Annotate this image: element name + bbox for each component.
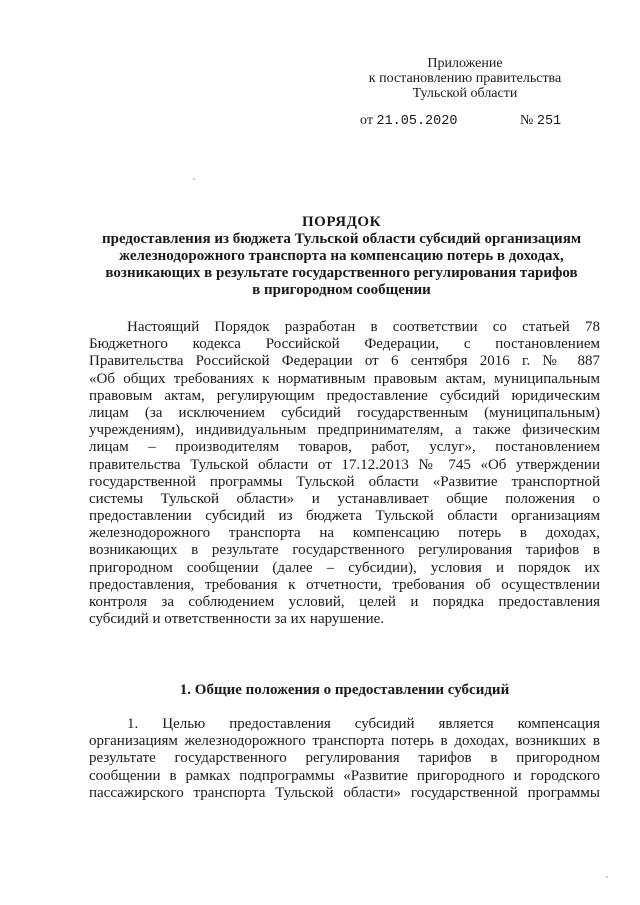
- intro-line: лицам (за исключением субсидий государственным (муниципальным): [89, 404, 600, 421]
- number-prefix: №: [520, 113, 534, 128]
- paragraph-line: 1. Целью предоставления субсидий является компенсация: [127, 716, 600, 732]
- paragraph-line: сообщении в рамках подпрограммы «Развитие пригородного и городского: [89, 767, 600, 784]
- annex-line-3: Тульской области: [412, 86, 518, 101]
- intro-line: предоставлении субсидий из бюджета Тульской области организациям: [89, 508, 600, 525]
- date-prefix: от: [360, 113, 373, 128]
- section-1-heading: 1. Общие положения о предоставлении субсидий: [179, 682, 510, 698]
- annex-date: 21.05.2020: [376, 114, 458, 129]
- section-1-paragraph-1: [89, 716, 600, 802]
- intro-line: учреждениям), индивидуальным предпринимателям, а также физическим: [89, 422, 600, 439]
- intro-line: пригородном сообщении (далее – субсидии), условия и порядок их: [89, 559, 600, 576]
- intro-line: лицам – производителям товаров, работ, услуг», постановлением: [89, 439, 600, 456]
- title-line-1: предоставления из бюджета Тульской области субсидий организациям: [101, 231, 582, 247]
- intro-line: системы Тульской области» и устанавливает общие положения о: [89, 490, 600, 507]
- annex-number: [520, 113, 561, 129]
- scan-speck: [193, 178, 195, 180]
- intro-line: возникающих в результате государственного регулирования тарифов в: [89, 542, 600, 559]
- annex-line-2: к постановлению правительства: [368, 71, 562, 86]
- paragraph-line: пассажирского транспорта Тульской области» государственной программы: [89, 784, 600, 801]
- intro-paragraph: [89, 319, 600, 628]
- paragraph-line: организациям железнодорожного транспорта потерь в доходах, возникших в: [89, 733, 600, 750]
- intro-line: правовым актам, регулирующим предоставление субсидий юридическим: [89, 387, 600, 404]
- intro-line: правительства Тульской области от 17.12.2013 № 745 «Об утверждении: [89, 456, 600, 473]
- intro-line: железнодорожного транспорта на компенсацию потерь в доходах,: [89, 525, 600, 542]
- title-line-2: железнодорожного транспорта на компенсацию потерь в доходах,: [119, 248, 564, 264]
- annex-header: [360, 56, 570, 101]
- annex-line-1: Приложение: [427, 56, 503, 71]
- document-title: [80, 214, 603, 299]
- annex-date-line: [360, 113, 590, 129]
- title-line-3: возникающих в результате государственного регулирования тарифов: [105, 265, 578, 281]
- scan-speck: [606, 876, 608, 878]
- intro-line: Бюджетного кодекса Российской Федерации, с постановлением: [89, 336, 600, 353]
- intro-line: предоставления, требования к отчетности, требования об осуществлении: [89, 576, 600, 593]
- title-main: ПОРЯДОК: [302, 214, 381, 230]
- intro-line: государственной программы Тульской области «Развитие транспортной: [89, 473, 600, 490]
- number-value: 251: [536, 114, 562, 129]
- paragraph-line: результате государственного регулирования тарифов в пригородном: [89, 750, 600, 767]
- intro-line: субсидий и ответственности за их нарушение.: [89, 611, 385, 628]
- title-line-4: в пригородном сообщении: [252, 282, 431, 298]
- intro-line: Настоящий Порядок разработан в соответствии со статьей 78: [127, 319, 600, 335]
- intro-line: Правительства Российской Федерации от 6 сентября 2016 г. № 887: [89, 353, 600, 370]
- intro-line: «Об общих требованиях к нормативным правовым актам, муниципальным: [89, 370, 600, 387]
- intro-line: контроля за соблюдением условий, целей и порядка предоставления: [89, 594, 600, 610]
